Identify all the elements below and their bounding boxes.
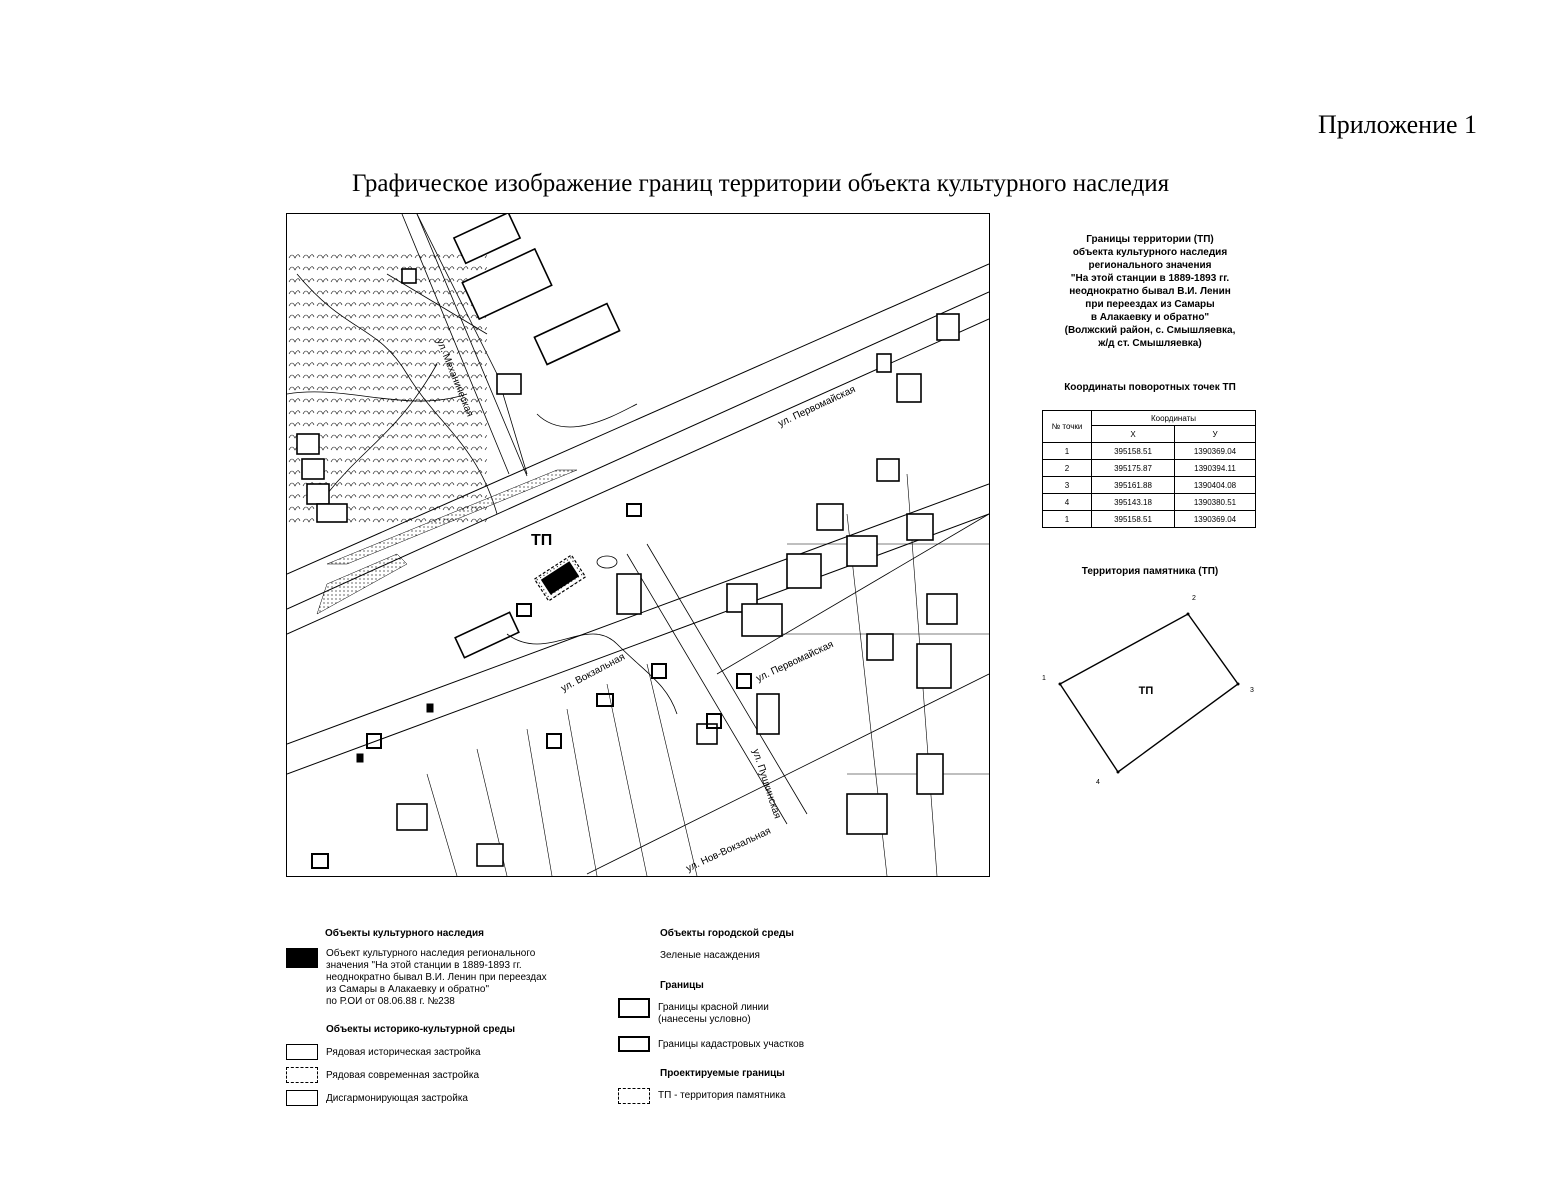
title-line: "На этой станции в 1889-1893 гг. <box>1070 273 1230 284</box>
cell-x: 395143.18 <box>1092 494 1175 511</box>
street-label: ул. Механическая <box>433 337 476 419</box>
legend-line: (нанесены условно) <box>658 1014 751 1025</box>
legend-swatch-cadastral <box>618 1036 650 1052</box>
cell-y: 1390369.04 <box>1175 511 1256 528</box>
legend-item: Границы кадастровых участков <box>658 1039 805 1050</box>
document-title: Графическое изображение границ территории объекта культурного наследия <box>352 170 1170 197</box>
cell-point: 4 <box>1043 494 1092 511</box>
scheme-point-label: 2 <box>1192 595 1196 602</box>
legend-line: Объект культурного наследия регионального <box>326 948 536 959</box>
monument-territory <box>534 555 585 601</box>
scheme-tp-label: ТП <box>1138 685 1154 697</box>
parcel-lines <box>427 474 989 876</box>
legend-swatch-tp <box>618 1088 650 1104</box>
cell-point: 1 <box>1043 443 1092 460</box>
legend-item: Дисгармонирующая застройка <box>326 1093 468 1104</box>
coord-heading: Координаты поворотных точек ТП <box>1064 382 1236 393</box>
site-map <box>286 213 990 877</box>
legend-line: по Р.ОИ от 08.06.88 г. №238 <box>326 996 455 1007</box>
small-buildings <box>312 504 751 868</box>
col-y-header: У <box>1175 426 1256 443</box>
table-row <box>1043 494 1256 511</box>
legend-swatch-heritage <box>286 948 318 968</box>
legend-item: ТП - территория памятника <box>658 1090 786 1101</box>
legend-heritage-text <box>326 948 547 1008</box>
legend-swatch-red-line <box>618 998 650 1018</box>
title-line: при переездах из Самары <box>1085 299 1215 310</box>
territory-description <box>1040 233 1260 350</box>
col-coords-header: Координаты <box>1092 411 1256 426</box>
tp-map-label: ТП <box>531 532 553 549</box>
title-line: неоднократно бывал В.И. Ленин <box>1069 286 1231 297</box>
street-label: ул. Первомайская <box>754 639 836 685</box>
col-x-header: X <box>1092 426 1175 443</box>
appendix-label: Приложение 1 <box>1318 110 1478 139</box>
table-row <box>1043 511 1256 528</box>
legend-swatch-disharmonious <box>286 1090 318 1106</box>
street-label: ул. Вокзальная <box>559 651 627 695</box>
table-row <box>1043 460 1256 477</box>
coord-table <box>1042 410 1256 528</box>
cell-y: 1390380.51 <box>1175 494 1256 511</box>
legend-item: Рядовая современная застройка <box>326 1070 480 1081</box>
scheme-point-label: 4 <box>1096 779 1100 786</box>
legend-urban-heading: Объекты городской среды <box>660 928 794 939</box>
street-label: ул. Пушкинская <box>749 747 783 821</box>
legend-historic-heading: Объекты историко-культурной среды <box>326 1024 515 1035</box>
street-label: ул. Нов-Вокзальная <box>684 825 773 875</box>
table-row <box>1043 443 1256 460</box>
title-line: Границы территории (ТП) <box>1086 234 1214 245</box>
legend-red-line-text <box>658 1002 769 1026</box>
cell-x: 395158.51 <box>1092 511 1175 528</box>
title-line: (Волжский район, с. Смышляевка, <box>1064 325 1236 336</box>
legend-item: Рядовая историческая застройка <box>326 1047 481 1058</box>
legend-projected-heading: Проектируемые границы <box>660 1068 785 1079</box>
cell-point: 3 <box>1043 477 1092 494</box>
legend-line: из Самары в Алакаевку и обратно" <box>326 984 490 995</box>
map-drawing <box>287 214 989 876</box>
legend-line: значения "На этой станции в 1889-1893 гг. <box>326 960 522 971</box>
scheme-point-label: 1 <box>1042 675 1046 682</box>
table-row <box>1043 477 1256 494</box>
title-line: объекта культурного наследия <box>1072 247 1228 258</box>
legend-borders-heading: Границы <box>660 980 704 991</box>
legend-line: неоднократно бывал В.И. Ленин при переездах <box>326 972 547 983</box>
cell-point: 2 <box>1043 460 1092 477</box>
legend-swatch-modern <box>286 1067 318 1083</box>
title-line: регионального значения <box>1088 260 1212 271</box>
legend-heritage-heading: Объекты культурного наследия <box>325 928 484 939</box>
monument-scheme <box>1036 586 1266 786</box>
legend-line: Границы красной линии <box>658 1002 769 1013</box>
cell-y: 1390394.11 <box>1175 460 1256 477</box>
scheme-point-label: 3 <box>1250 687 1254 694</box>
legend-swatch-historic <box>286 1044 318 1060</box>
cell-y: 1390404.08 <box>1175 477 1256 494</box>
title-line: ж/д ст. Смышляевка) <box>1098 338 1202 349</box>
cell-point: 1 <box>1043 511 1092 528</box>
cell-y: 1390369.04 <box>1175 443 1256 460</box>
monument-heading: Территория памятника (ТП) <box>1081 566 1219 577</box>
legend-item: Зеленые насаждения <box>660 950 760 961</box>
street-label: ул. Первомайская <box>776 384 858 430</box>
col-point-header: № точки <box>1043 411 1092 443</box>
cell-x: 395161.88 <box>1092 477 1175 494</box>
cell-x: 395175.87 <box>1092 460 1175 477</box>
cell-x: 395158.51 <box>1092 443 1175 460</box>
title-line: в Алакаевку и обратно" <box>1090 312 1210 323</box>
